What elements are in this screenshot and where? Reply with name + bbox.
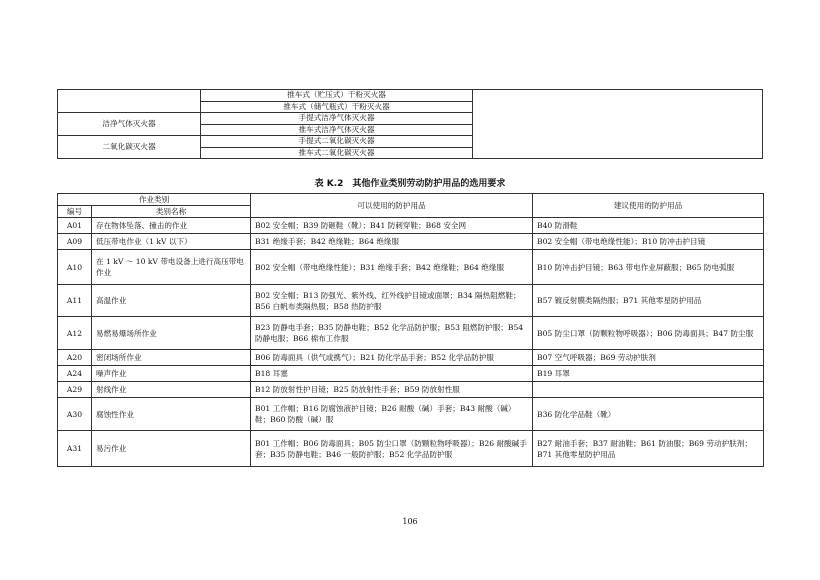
row-usable: B02 安全帽；B13 防强光、紫外线、红外线护目镜或面罩；B34 隔热阻燃鞋；B56 白帆布类隔热服；B58 热防护服 — [251, 285, 533, 317]
row-code: A30 — [58, 398, 92, 431]
table-cell-item: 手提式洁净气体灭火器 — [201, 113, 473, 125]
row-name: 易污作业 — [92, 431, 251, 467]
row-name: 易燃易爆场所作业 — [92, 317, 251, 350]
row-usable: B01 工作帽；B16 防腐蚀液护目镜；B26 耐酸（碱）手套；B43 耐酸（碱）鞋；B60 防酸（碱）服 — [251, 398, 533, 431]
row-usable: B18 耳塞 — [251, 366, 533, 382]
row-code: A12 — [58, 317, 92, 350]
row-name: 射线作业 — [92, 382, 251, 398]
table-cell-item: 手提式二氧化碳灭火器 — [201, 136, 473, 148]
header-category-name: 类别名称 — [92, 206, 251, 218]
extinguisher-table — [57, 89, 763, 159]
row-suggested: B27 耐油手套；B37 耐油鞋；B61 防油服；B69 劳动护肤剂；B71 其他零星防护用品 — [533, 431, 764, 467]
row-usable: B31 绝缘手套；B42 绝缘鞋；B64 绝缘服 — [251, 234, 533, 250]
page-number: 106 — [402, 517, 418, 526]
row-usable: B12 防放射性护目镜；B25 防放射性手套；B59 防放射性服 — [251, 382, 533, 398]
row-name: 噪声作业 — [92, 366, 251, 382]
row-name: 在 1 kV ～ 10 kV 带电设备上进行高压带电作业 — [92, 250, 251, 285]
table-row — [58, 382, 764, 398]
table-header-row — [58, 194, 764, 206]
row-suggested: B02 安全帽（带电绝缘性能）；B10 防冲击护目镜 — [533, 234, 764, 250]
row-suggested: B19 耳罩 — [533, 366, 764, 382]
row-name: 存在物体坠落、撞击的作业 — [92, 218, 251, 234]
row-code: A20 — [58, 350, 92, 366]
table-row — [58, 90, 763, 102]
table-cell-empty — [473, 90, 763, 159]
row-suggested: B40 防滑鞋 — [533, 218, 764, 234]
row-suggested — [533, 382, 764, 398]
row-name: 密闭场所作业 — [92, 350, 251, 366]
table-cell-item: 推车式（贮压式）干粉灭火器 — [201, 90, 473, 102]
row-suggested: B10 防冲击护目镜；B63 带电作业屏蔽服；B65 防电弧服 — [533, 250, 764, 285]
table-row — [58, 317, 764, 350]
table-row — [58, 398, 764, 431]
protective-equipment-table — [57, 193, 764, 467]
row-code: A11 — [58, 285, 92, 317]
row-usable: B23 防静电手套；B35 防静电鞋；B52 化学品防护服；B53 阻燃防护服；B54 防静电服；B66 棉布工作服 — [251, 317, 533, 350]
row-code: A29 — [58, 382, 92, 398]
row-code: A09 — [58, 234, 92, 250]
row-code: A24 — [58, 366, 92, 382]
table-row — [58, 234, 764, 250]
table-cell-category: 洁净气体灭火器 — [58, 113, 201, 136]
header-work-category: 作业类别 — [58, 194, 251, 206]
row-suggested: B07 空气呼吸器；B69 劳动护肤剂 — [533, 350, 764, 366]
table-cell-category: 二氧化碳灭火器 — [58, 136, 201, 159]
row-code: A10 — [58, 250, 92, 285]
table-cell-item: 推车式二氧化碳灭火器 — [201, 147, 473, 159]
table-caption: 表 K.2 其他作业类别劳动防护用品的选用要求 — [314, 179, 506, 189]
table-cell-item: 推车式（储气瓶式）干粉灭火器 — [201, 101, 473, 113]
table-row — [58, 431, 764, 467]
row-name: 高温作业 — [92, 285, 251, 317]
row-usable: B02 安全帽；B39 防砸鞋（靴）；B41 防刺穿鞋；B68 安全网 — [251, 218, 533, 234]
header-usable: 可以使用的防护用品 — [251, 194, 533, 218]
row-code: A31 — [58, 431, 92, 467]
header-suggested: 建议使用的防护用品 — [533, 194, 764, 218]
row-suggested: B57 镀反射膜类隔热服；B71 其他零星防护用品 — [533, 285, 764, 317]
table-cell-category — [58, 90, 201, 113]
row-name: 低压带电作业（1 kV 以下） — [92, 234, 251, 250]
row-suggested: B36 防化学品鞋（靴） — [533, 398, 764, 431]
table-row — [58, 366, 764, 382]
table-row — [58, 285, 764, 317]
row-usable: B01 工作帽；B06 防毒面具；B05 防尘口罩（防颗粒物呼吸器）；B26 耐酸碱手套；B35 防静电鞋；B46 一般防护服；B52 化学品防护服 — [251, 431, 533, 467]
row-usable: B02 安全帽（带电绝缘性能）；B31 绝缘手套；B42 绝缘鞋；B64 绝缘服 — [251, 250, 533, 285]
row-usable: B06 防毒面具（供气或携气）；B21 防化学品手套；B52 化学品防护服 — [251, 350, 533, 366]
table-row — [58, 350, 764, 366]
header-code: 编号 — [58, 206, 92, 218]
row-code: A01 — [58, 218, 92, 234]
table-cell-item: 推车式洁净气体灭火器 — [201, 124, 473, 136]
table-row — [58, 218, 764, 234]
row-name: 腐蚀性作业 — [92, 398, 251, 431]
table-row — [58, 250, 764, 285]
row-suggested: B05 防尘口罩（防颗粒物呼吸器）；B06 防毒面具；B47 防尘服 — [533, 317, 764, 350]
